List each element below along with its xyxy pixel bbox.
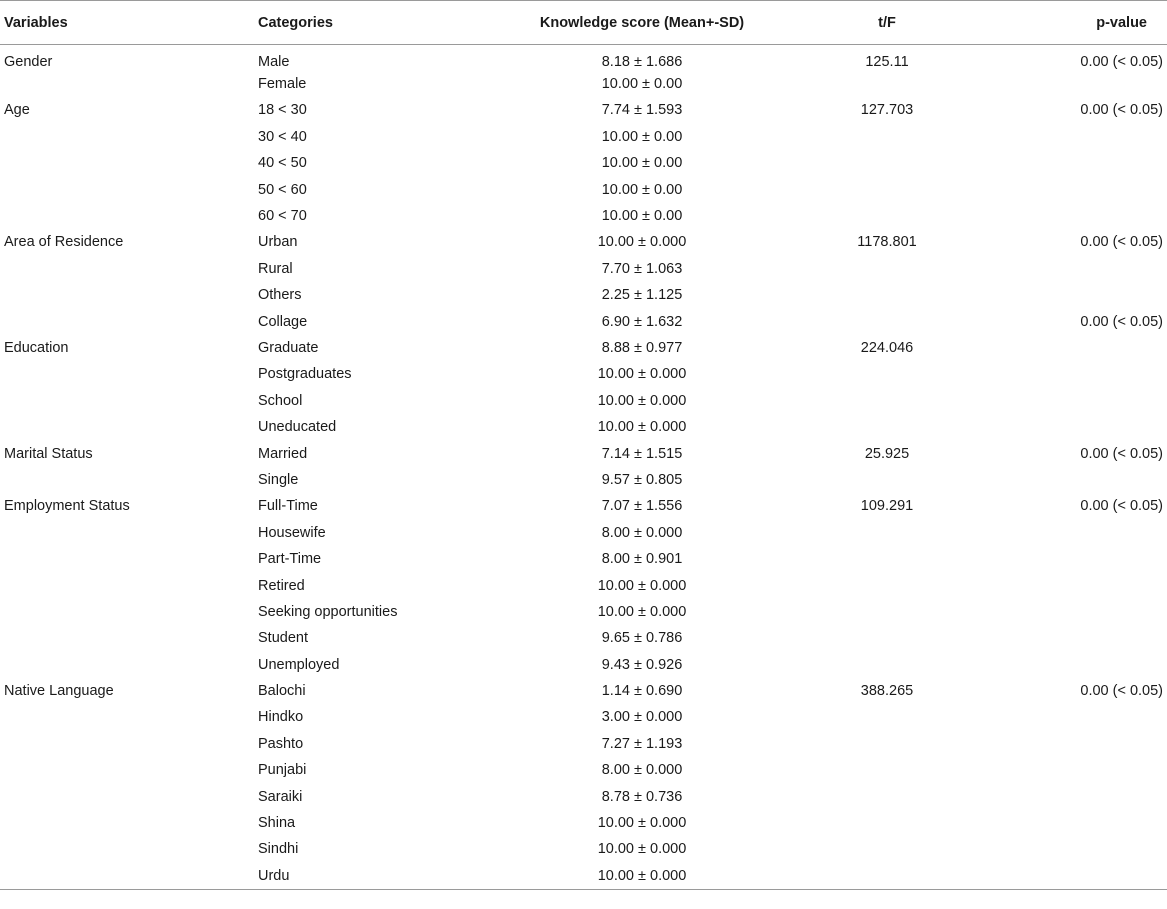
cell-knowledge-score: 6.90 ± 1.632 (601, 313, 683, 330)
cell-variable (0, 308, 258, 334)
cell-category: Shina (258, 815, 296, 832)
cell-p-value (1002, 467, 1167, 493)
cell-p-value (1002, 704, 1167, 730)
cell-p-value (1002, 150, 1167, 176)
cell-p-value (1002, 124, 1167, 150)
cell-category: Student (258, 630, 308, 647)
cell-category: Part-Time (258, 551, 322, 568)
cell-category: Housewife (258, 524, 326, 541)
header-row (0, 1, 1167, 45)
cell-t-f (772, 651, 1002, 677)
cell-knowledge-score: 8.78 ± 0.736 (601, 788, 683, 805)
cell-knowledge-score: 9.65 ± 0.786 (601, 630, 683, 647)
cell-variable: Age (4, 102, 30, 119)
cell-knowledge-score: 2.25 ± 1.125 (601, 287, 683, 304)
cell-p-value: 0.00 (< 0.05) (1080, 683, 1163, 700)
cell-category: 40 < 50 (258, 155, 307, 172)
cell-p-value (1002, 863, 1167, 889)
cell-knowledge-score: 10.00 ± 0.000 (597, 577, 687, 594)
cell-p-value (1002, 388, 1167, 414)
table-row (0, 45, 1167, 71)
cell-variable (0, 599, 258, 625)
cell-category: Sindhi (258, 841, 299, 858)
table-row (0, 572, 1167, 598)
cell-p-value (1002, 731, 1167, 757)
cell-p-value (1002, 282, 1167, 308)
cell-variable: Employment Status (4, 498, 130, 515)
cell-category: Balochi (258, 683, 306, 700)
cell-p-value: 0.00 (< 0.05) (1080, 445, 1163, 462)
cell-t-f (772, 176, 1002, 202)
cell-knowledge-score: 7.70 ± 1.063 (601, 260, 683, 277)
cell-p-value: 0.00 (< 0.05) (1080, 53, 1163, 70)
table-row (0, 124, 1167, 150)
cell-variable (0, 467, 258, 493)
table-row (0, 467, 1167, 493)
cell-knowledge-score: 10.00 ± 0.000 (597, 841, 687, 858)
cell-category: Single (258, 471, 299, 488)
cell-t-f (772, 388, 1002, 414)
cell-knowledge-score: 7.14 ± 1.515 (601, 445, 683, 462)
cell-knowledge-score: 10.00 ± 0.000 (597, 392, 687, 409)
table-row (0, 229, 1167, 255)
table-row (0, 546, 1167, 572)
cell-p-value: 0.00 (< 0.05) (1080, 102, 1163, 119)
cell-knowledge-score: 10.00 ± 0.000 (512, 863, 772, 889)
cell-category: 18 < 30 (258, 102, 307, 119)
cell-t-f (772, 282, 1002, 308)
cell-knowledge-score: 9.43 ± 0.926 (601, 656, 683, 673)
cell-category: Punjabi (258, 762, 307, 779)
cell-category: Graduate (258, 339, 319, 356)
cell-t-f (772, 361, 1002, 387)
table-row (0, 176, 1167, 202)
cell-t-f: 109.291 (860, 498, 914, 515)
cell-p-value (1002, 810, 1167, 836)
table-row (0, 783, 1167, 809)
cell-knowledge-score: 10.00 ± 0.00 (601, 181, 683, 198)
cell-variable (0, 757, 258, 783)
table-row (0, 704, 1167, 730)
cell-p-value (1002, 256, 1167, 282)
cell-p-value (1002, 203, 1167, 229)
cell-category: Unemployed (258, 656, 340, 673)
cell-knowledge-score: 8.88 ± 0.977 (601, 339, 683, 356)
cell-knowledge-score: 10.00 ± 0.00 (601, 128, 683, 145)
cell-t-f: 1178.801 (857, 234, 917, 251)
cell-p-value (1002, 546, 1167, 572)
cell-t-f (772, 414, 1002, 440)
cell-knowledge-score: 3.00 ± 0.000 (601, 709, 683, 726)
cell-knowledge-score: 10.00 ± 0.000 (597, 419, 687, 436)
cell-variable (0, 414, 258, 440)
cell-variable: Native Language (4, 683, 114, 700)
cell-variable (0, 572, 258, 598)
cell-category: Pashto (258, 735, 304, 752)
cell-category: Urdu (258, 863, 512, 889)
header-variables: Variables (0, 1, 258, 45)
cell-knowledge-score: 10.00 ± 0.00 (601, 208, 683, 225)
table-row (0, 71, 1167, 97)
table-body (0, 45, 1167, 890)
table-row (0, 282, 1167, 308)
cell-p-value (1002, 361, 1167, 387)
table-header (0, 1, 1167, 45)
cell-knowledge-score: 10.00 ± 0.000 (597, 815, 687, 832)
cell-knowledge-score: 8.00 ± 0.000 (601, 762, 683, 779)
header-t-f: t/F (772, 1, 1002, 45)
cell-variable (0, 546, 258, 572)
cell-variable (0, 176, 258, 202)
cell-p-value: 0.00 (< 0.05) (1080, 313, 1163, 330)
cell-category: Hindko (258, 709, 304, 726)
cell-category: 50 < 60 (258, 181, 307, 198)
cell-t-f (772, 71, 1002, 97)
cell-t-f (772, 124, 1002, 150)
cell-variable: Area of Residence (4, 234, 124, 251)
table-row (0, 520, 1167, 546)
cell-t-f (772, 731, 1002, 757)
cell-p-value (1002, 599, 1167, 625)
table-row (0, 863, 1167, 889)
cell-knowledge-score: 7.74 ± 1.593 (601, 102, 683, 119)
cell-variable (0, 625, 258, 651)
cell-category: Rural (258, 260, 293, 277)
table-row (0, 731, 1167, 757)
cell-knowledge-score: 8.00 ± 0.000 (601, 524, 683, 541)
cell-category: Saraiki (258, 788, 303, 805)
cell-category: Others (258, 287, 302, 304)
cell-variable (0, 520, 258, 546)
cell-t-f (772, 520, 1002, 546)
table-row (0, 651, 1167, 677)
table-row (0, 440, 1167, 466)
cell-t-f (772, 757, 1002, 783)
table-row (0, 493, 1167, 519)
header-p-value: p-value (1002, 1, 1167, 45)
table-row (0, 203, 1167, 229)
cell-category: Urban (258, 234, 298, 251)
cell-p-value (1002, 335, 1167, 361)
cell-knowledge-score: 10.00 ± 0.000 (597, 603, 687, 620)
cell-category: Retired (258, 577, 305, 594)
cell-t-f (772, 308, 1002, 334)
table-row (0, 757, 1167, 783)
table-row (0, 335, 1167, 361)
table-row (0, 810, 1167, 836)
table-row (0, 361, 1167, 387)
cell-t-f: 25.925 (864, 445, 910, 462)
cell-variable (0, 150, 258, 176)
table-row (0, 150, 1167, 176)
cell-variable (0, 731, 258, 757)
cell-variable (0, 810, 258, 836)
cell-variable (0, 704, 258, 730)
table-row (0, 836, 1167, 862)
header-knowledge-score: Knowledge score (Mean+-SD) (512, 1, 772, 45)
cell-category: Married (258, 445, 308, 462)
table-row (0, 599, 1167, 625)
cell-p-value (1002, 783, 1167, 809)
cell-p-value (1002, 836, 1167, 862)
cell-t-f (772, 599, 1002, 625)
cell-p-value (1002, 651, 1167, 677)
cell-knowledge-score: 7.07 ± 1.556 (601, 498, 683, 515)
table-row (0, 256, 1167, 282)
cell-category: Full-Time (258, 498, 318, 515)
cell-t-f: 224.046 (860, 339, 914, 356)
cell-variable (0, 836, 258, 862)
cell-category: Female (258, 76, 307, 93)
cell-t-f (772, 203, 1002, 229)
cell-variable (0, 863, 258, 889)
cell-knowledge-score: 10.00 ± 0.000 (597, 234, 687, 251)
cell-variable (0, 71, 258, 97)
cell-category: Male (258, 53, 290, 70)
cell-t-f: 388.265 (860, 683, 914, 700)
cell-variable (0, 282, 258, 308)
cell-knowledge-score: 10.00 ± 0.000 (597, 366, 687, 383)
table-row (0, 308, 1167, 334)
header-categories: Categories (258, 1, 512, 45)
cell-t-f (772, 625, 1002, 651)
cell-t-f (772, 704, 1002, 730)
cell-p-value: 0.00 (< 0.05) (1080, 498, 1163, 515)
cell-p-value (1002, 414, 1167, 440)
cell-p-value (1002, 625, 1167, 651)
cell-p-value (1002, 520, 1167, 546)
table-row (0, 625, 1167, 651)
cell-t-f (772, 810, 1002, 836)
cell-variable (0, 203, 258, 229)
cell-p-value: 0.00 (< 0.05) (1080, 234, 1163, 251)
table-row (0, 414, 1167, 440)
cell-category: Seeking opportunities (258, 603, 398, 620)
cell-category: School (258, 392, 303, 409)
cell-knowledge-score: 7.27 ± 1.193 (601, 735, 683, 752)
cell-knowledge-score: 1.14 ± 0.690 (601, 683, 683, 700)
cell-variable (0, 361, 258, 387)
cell-p-value (1002, 572, 1167, 598)
cell-variable (0, 783, 258, 809)
cell-category: Postgraduates (258, 366, 352, 383)
table-row (0, 388, 1167, 414)
cell-p-value (1002, 757, 1167, 783)
cell-variable (0, 651, 258, 677)
table-row (0, 678, 1167, 704)
cell-variable (0, 388, 258, 414)
cell-variable: Marital Status (4, 445, 93, 462)
cell-category: Uneducated (258, 419, 337, 436)
cell-knowledge-score: 10.00 ± 0.00 (601, 155, 683, 172)
cell-variable (0, 124, 258, 150)
cell-t-f: 127.703 (860, 102, 914, 119)
cell-knowledge-score: 8.18 ± 1.686 (601, 53, 683, 70)
cell-p-value (1002, 71, 1167, 97)
cell-t-f (772, 836, 1002, 862)
cell-p-value (1002, 176, 1167, 202)
cell-t-f (772, 150, 1002, 176)
cell-variable: Education (4, 339, 69, 356)
cell-variable: Gender (4, 53, 53, 70)
cell-t-f (772, 546, 1002, 572)
cell-t-f (772, 863, 1002, 889)
cell-category: 30 < 40 (258, 128, 307, 145)
cell-t-f (772, 467, 1002, 493)
cell-variable (0, 256, 258, 282)
cell-t-f (772, 783, 1002, 809)
cell-category: 60 < 70 (258, 208, 307, 225)
cell-knowledge-score: 8.00 ± 0.901 (601, 551, 683, 568)
table-row (0, 97, 1167, 123)
cell-category: Collage (258, 313, 308, 330)
cell-t-f (772, 572, 1002, 598)
cell-t-f (772, 256, 1002, 282)
cell-knowledge-score: 10.00 ± 0.00 (601, 76, 683, 93)
cell-knowledge-score: 9.57 ± 0.805 (601, 471, 683, 488)
cell-t-f: 125.11 (865, 53, 909, 70)
